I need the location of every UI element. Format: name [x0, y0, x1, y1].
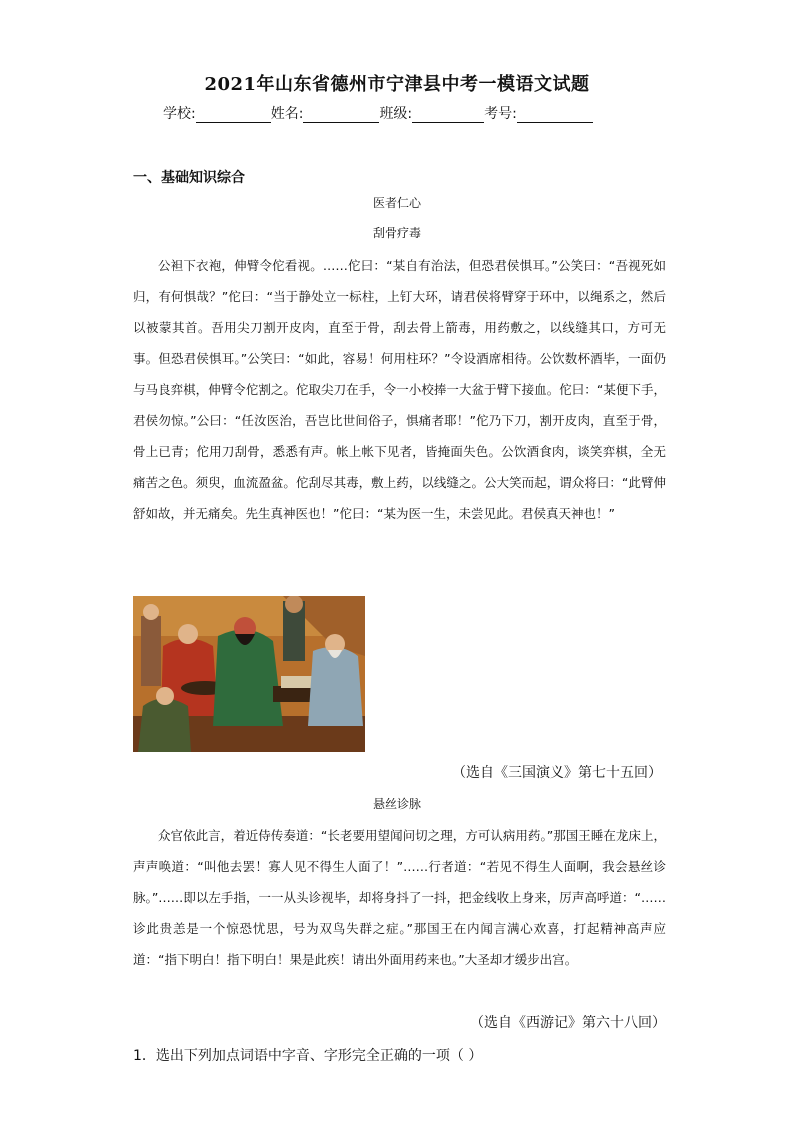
story1-source: （选自《三国演义》第七十五回）: [452, 765, 662, 781]
section-heading: 一、基础知识综合: [133, 170, 245, 186]
school-blank[interactable]: [196, 106, 271, 123]
class-blank[interactable]: [412, 106, 484, 123]
school-label: 学校:: [163, 106, 196, 122]
name-label: 姓名:: [270, 106, 304, 122]
question-1: 1．选出下列加点词语中字音、字形完全正确的一项（ ）: [133, 1048, 483, 1064]
passage-main-title: 医者仁心: [372, 196, 421, 210]
exam-number-blank[interactable]: [517, 106, 593, 123]
exam-number-label: 考号:: [484, 106, 517, 122]
illustration-drawing: [133, 596, 365, 752]
story1-text: 公袒下衣袍，伸臂令佗看视。……佗曰：“某自有治法，但恐君侯惧耳。”公笑曰：“吾视死如归，有何惧哉？”佗曰：“当于静处立一标柱，上钉大环，请君侯将臂穿于环中，以绳系之，然后以被蒙其首。吾用尖刀割开皮肉，直至于骨，刮去骨上箭毒，用药敷之，以线缝其口，方可无事。但恐君侯惧耳。”公笑曰：“如此，容易！何用柱环？”令设酒席相待。公饮数杯酒毕，一面仍与马良弈棋，伸臂令佗割之。佗取尖刀在手，令一小校捧一大盆于臂下接血。佗曰：“某便下手，君侯勿惊。”公曰：“任汝医治，吾岂比世间俗子，惧痛者耶！”佗乃下刀，割开皮肉，直至于骨，骨上已青；佗用刀刮骨，悉悉有声。帐上帐下见者，皆掩面失色。公饮酒食肉，谈笑弈棋，全无痛苦之色。须臾，血流盈盆。佗刮尽其毒，敷上药，以线缝之。公大笑而起，谓众将曰：“此臂伸舒如故，并无痛矣。先生真神医也！”佗曰：“某为医一生，未尝见此。君侯真天神也！”: [133, 258, 666, 521]
story2-title: 悬丝诊脉: [372, 797, 421, 811]
exam-title: 2021年山东省德州市宁津县中考一模语文试题: [204, 74, 590, 95]
guan-yu-surgery-illustration: [133, 596, 365, 752]
class-label: 班级:: [379, 106, 413, 122]
student-info-line: [163, 103, 663, 123]
name-blank[interactable]: [303, 106, 379, 123]
story1-title: 刮骨疗毒: [372, 226, 421, 240]
story2-text: 众官依此言，着近侍传奏道：“长老要用望闻问切之理，方可认病用药。”那国王睡在龙床上，声声唤道：“叫他去罢！寡人见不得生人面了！”……行者道：“若见不得生人面啊，我会悬丝诊脉。”……即以左手指，一一从头诊视毕，却将身抖了一抖，把金线收上身来，厉声高呼道：“……诊此贵恙是一个惊恐忧思，号为双鸟失群之症。”那国王在内闻言满心欢喜，打起精神高声应道：“指下明白！指下明白！果是此疾！请出外面用药来也。”大圣却才缓步出宫。: [133, 828, 666, 967]
story2-source: （选自《西游记》第六十八回）: [470, 1015, 666, 1031]
